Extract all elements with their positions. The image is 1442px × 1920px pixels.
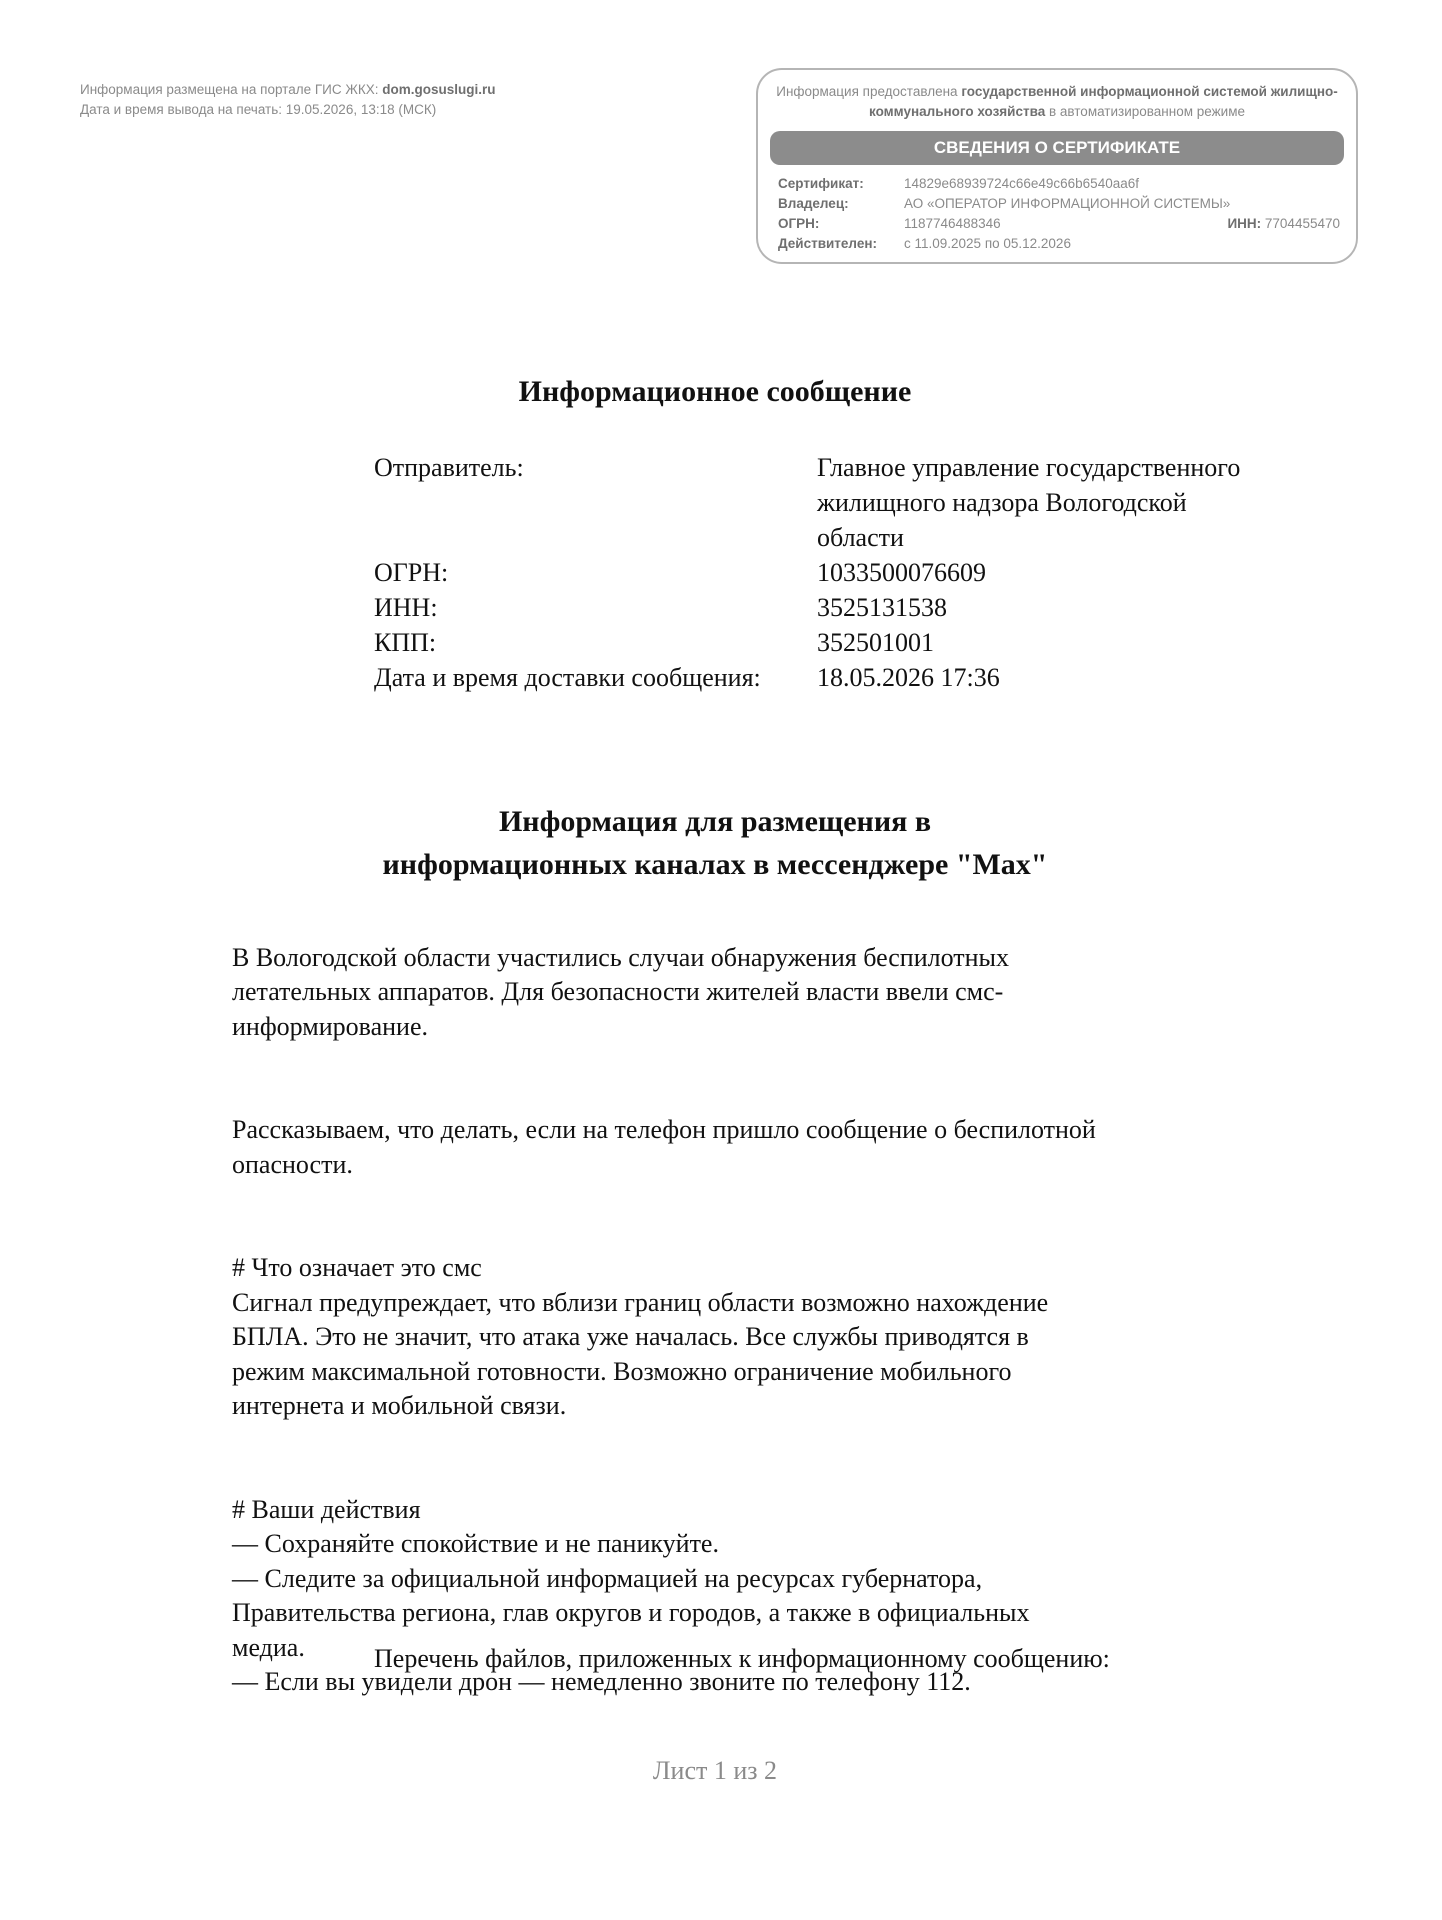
print-datetime: Дата и время вывода на печать: 19.05.2026, 13:18 (МСК) (80, 102, 437, 117)
certificate-row-validity (778, 234, 1340, 254)
certificate-value: АО «ОПЕРАТОР ИНФОРМАЦИОННОЙ СИСТЕМЫ» (904, 196, 1231, 211)
certificate-value: 1187746488346 (904, 216, 1001, 231)
portal-note (80, 80, 495, 120)
certificate-intro-prefix: Информация предоставлена (776, 84, 962, 99)
message-metadata (374, 450, 1317, 695)
meta-key: Дата и время доставки сообщения: (374, 663, 761, 692)
portal-line-1 (80, 80, 495, 100)
portal-line-1-prefix: Информация размещена на портале ГИС ЖКХ: (80, 82, 383, 97)
page-counter: Лист 1 из 2 (652, 1756, 778, 1785)
meta-value: 1033500076609 (817, 558, 986, 587)
certificate-value: с 11.09.2025 по 05.12.2026 (904, 236, 1071, 251)
certificate-inn-key: ИНН: (1227, 216, 1262, 231)
document-title: Информационное сообщение (518, 375, 912, 408)
meta-key: Отправитель: (374, 453, 524, 482)
certificate-row-owner (778, 194, 1340, 214)
message-body (232, 906, 1272, 1769)
certificate-intro-bold: государственной информационной системой жилищно-коммунального хозяйства (869, 84, 1338, 119)
meta-key: ИНН: (374, 593, 438, 622)
certificate-key: Сертификат: (778, 176, 864, 191)
meta-value: Главное управление государственного жилищного надзора Вологодской области (817, 453, 1241, 552)
certificate-row-serial (778, 174, 1340, 194)
certificate-key: ОГРН: (778, 216, 820, 231)
body-paragraph: # Ваши действия — Сохраняйте спокойствие и не паникуйте. — Следите за официальной информацией на ресурсах губернатора, Правительства региона, глав округов и городов, а также в официальных медиа. — Если вы увидели дрон — немедленно звоните по телефону 112. (232, 1494, 1030, 1696)
certificate-value: 14829e68939724c66e49c66b6540aa6f (904, 176, 1139, 191)
body-paragraph: Рассказываем, что делать, если на телефон пришло сообщение о беспилотной опасности. (232, 1115, 1096, 1179)
meta-value: 18.05.2026 17:36 (817, 663, 1000, 692)
portal-domain: dom.gosuslugi.ru (382, 82, 496, 97)
body-paragraph: В Вологодской области участились случаи обнаружения беспилотных летательных аппаратов. Для безопасности жителей власти ввели смс- информирование. (232, 942, 1010, 1041)
meta-row-inn (374, 590, 1317, 625)
certificate-details (778, 174, 1340, 254)
meta-row-delivery-date (374, 660, 1317, 695)
meta-row-ogrn (374, 555, 1317, 590)
certificate-key: Владелец: (778, 196, 849, 211)
certificate-key: Действителен: (778, 236, 877, 251)
meta-row-sender (374, 450, 1317, 555)
section-subtitle: Информация для размещения в информационных каналах в мессенджере "Max" (382, 805, 1048, 881)
certificate-row-ogrn (778, 214, 1340, 234)
certificate-box (756, 68, 1358, 264)
certificate-header: СВЕДЕНИЯ О СЕРТИФИКАТЕ (770, 131, 1344, 165)
meta-row-kpp (374, 625, 1317, 660)
meta-key: КПП: (374, 628, 437, 657)
meta-value: 352501001 (817, 628, 934, 657)
body-paragraph: # Что означает это смс Сигнал предупреждает, что вблизи границ области возможно нахождение БПЛА. Это не значит, что атака уже началась. Все службы приводятся в режим максимальной готовности. Возможно ограничение мобильного интернета и мобильной связи. (232, 1253, 1049, 1420)
certificate-intro-suffix: в автоматизированном режиме (1045, 104, 1245, 119)
meta-key: ОГРН: (374, 558, 449, 587)
meta-value: 3525131538 (817, 593, 947, 622)
certificate-inn-value: 7704455470 (1261, 216, 1340, 231)
certificate-intro (758, 82, 1356, 122)
certificate-inn (1227, 214, 1340, 234)
attached-files-heading: Перечень файлов, приложенных к информационному сообщению: (374, 1644, 1110, 1673)
